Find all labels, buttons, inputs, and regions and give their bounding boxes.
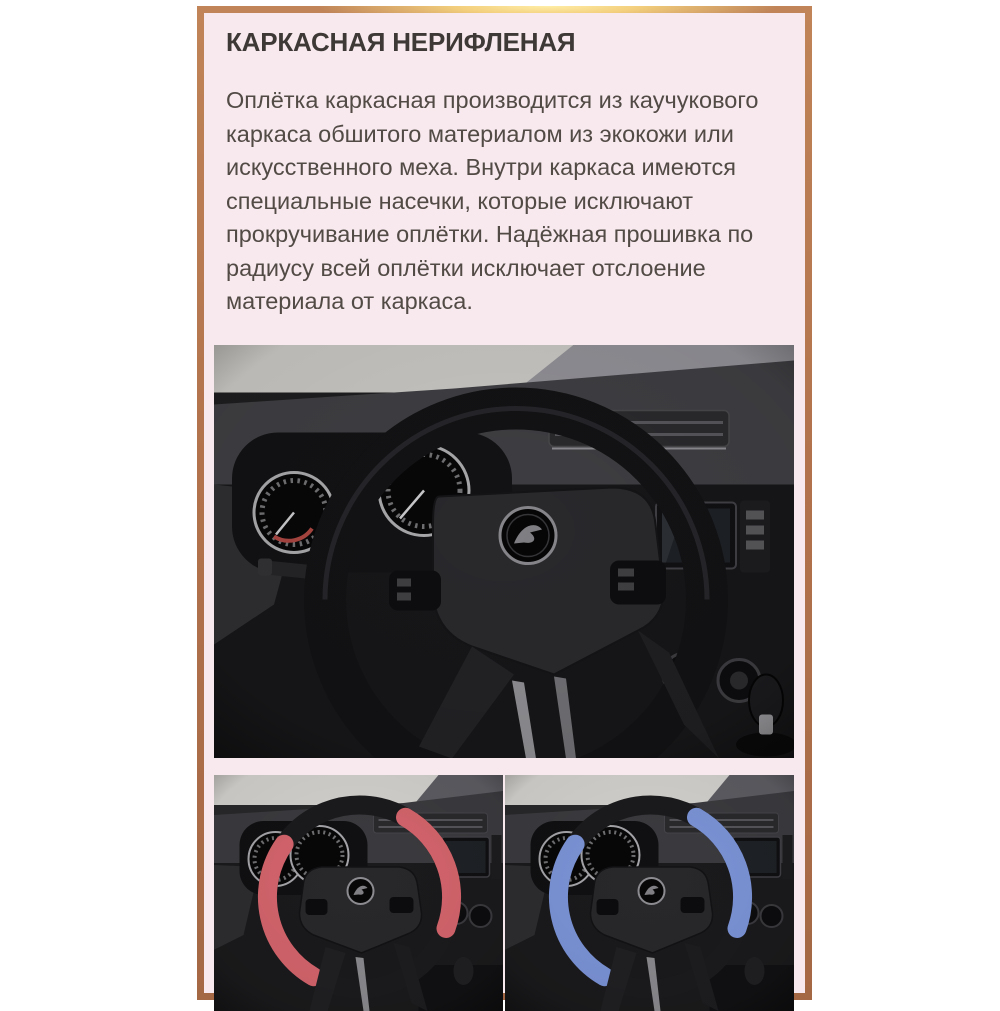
photo-variant-red-cover (214, 775, 503, 1011)
product-card (197, 6, 812, 1000)
product-description: Оплётка каркасная производится из каучукового каркаса обшитого материалом из экокожи или искусственного меха. Внутри каркаса имеются специальные насечки, которые исключают прокручивание оплётки. Надёжная прошивка по радиусу всей оплётки исключает отслоение материала от каркаса. (226, 87, 759, 314)
variant-photos-row (214, 775, 794, 1011)
product-title: КАРКАСНАЯ НЕРИФЛЕНАЯ (226, 27, 576, 57)
card-inner (204, 26, 805, 1006)
car-interior-illustration (505, 775, 794, 1011)
car-interior-illustration (214, 345, 794, 758)
photo-main-black-cover (214, 345, 794, 758)
car-interior-illustration (214, 775, 503, 1011)
photo-variant-blue-cover (505, 775, 794, 1011)
